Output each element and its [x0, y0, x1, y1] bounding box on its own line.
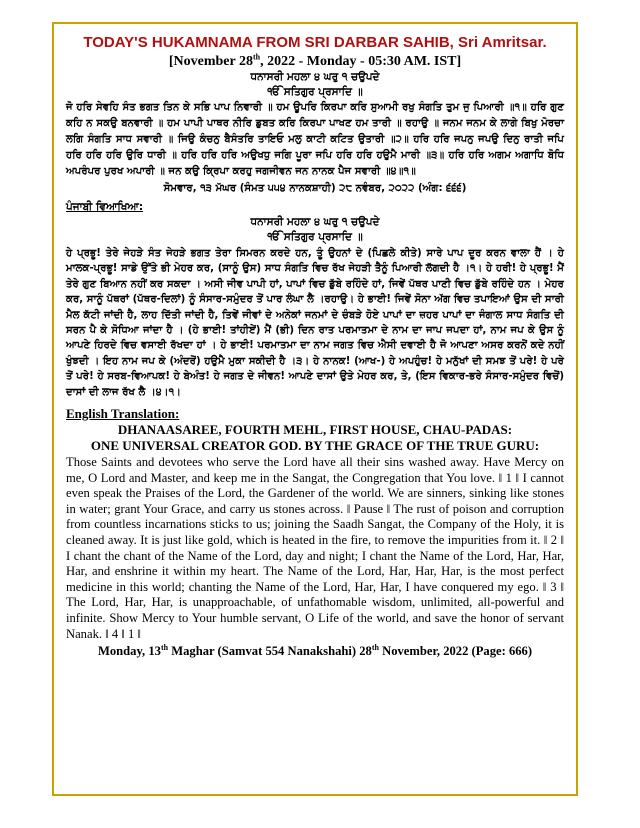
- footer-part-a: Monday, 13: [97, 644, 161, 659]
- punjabi-explanation: ਹੇ ਪ੍ਰਭੂ! ਤੇਰੇ ਜੇਹੜੇ ਸੰਤ ਜੇਹੜੇ ਭਗਤ ਤੇਰਾ ਸਿਮਰਨ ਕਰਦੇ ਹਨ, ਤੂੰ ਉਹਨਾਂ ਦੇ (ਪਿਛਲੇ ਕੀਤੇ) ਸਾਰੇ ਪਾਪ ਦੂਰ ਕਰਨ ਵਾਲਾ ਹੈਂ । ਹੇ ਮਾਲਕ-ਪ੍ਰਭੂ! ਸਾਡੇ ਉੱਤੇ ਭੀ ਮੇਹਰ ਕਰ, (ਸਾਨੂੰ ਉਸ) ਸਾਧ ਸੰਗਤਿ ਵਿਚ ਰੱਖ ਜੇਹੜੀ ਤੈਨੂੰ ਪਿਆਰੀ ਲੱਗਦੀ ਹੈ ।੧। ਹੇ ਹਰੀ! ਹੇ ਪ੍ਰਭੂ! ਮੈਂ ਤੇਰੇ ਗੁਣ ਬਿਆਨ ਨਹੀਂ ਕਰ ਸਕਦਾ । ਅਸੀ ਜੀਵ ਪਾਪੀ ਹਾਂ, ਪਾਪਾਂ ਵਿਚ ਡੁੱਬੇ ਰਹਿੰਦੇ ਹਾਂ, ਜਿਵੇਂ ਪੱਥਰ ਪਾਣੀ ਵਿਚ ਡੁੱਬੇ ਰਹਿੰਦੇ ਹਨ । ਮੇਹਰ ਕਰ, ਸਾਨੂੰ ਪੱਥਰਾਂ (ਪੱਥਰ-ਦਿਲਾਂ) ਨੂੰ ਸੰਸਾਰ-ਸਮੁੰਦਰ ਤੋਂ ਪਾਰ ਲੰਘਾ ਲੈ ।ਰਹਾਉ। ਹੇ ਭਾਈ! ਜਿਵੇਂ ਸੋਨਾ ਅੱਗ ਵਿਚ ਤਪਾਇਆਂ ਉਸ ਦੀ ਸਾਰੀ ਮੈਲ ਕੱਟੀ ਜਾਂਦੀ ਹੈ, ਲਾਹ ਦਿੱਤੀ ਜਾਂਦੀ ਹੈ, ਤਿਵੇਂ ਜੀਵਾਂ ਦੇ ਅਨੇਕਾਂ ਜਨਮਾਂ ਦੇ ਚੰਬੜੇ ਹੋਏ ਪਾਪਾਂ ਦਾ ਜ਼ਹਰ ਪਾਪਾਂ ਦਾ ਜੰਗਾਲ ਸਾਧ ਸੰਗਤਿ ਦੀ ਸਰਨ ਪੈ ਕੇ ਸੋਧਿਆ ਜਾਂਦਾ ਹੈ । (ਹੇ ਭਾਈ! ਤਾਂਹੀਏਂ) ਮੈਂ (ਭੀ) ਦਿਨ ਰਾਤ ਪਰਮਾਤਮਾ ਦੇ ਨਾਮ ਦਾ ਜਾਪ ਜਪਦਾ ਹਾਂ, ਨਾਮ ਜਪ ਕੇ ਉਸ ਨੂੰ ਆਪਣੇ ਹਿਰਦੇ ਵਿਚ ਵਸਾਈ ਰੱਖਦਾ ਹਾਂ । ਹੇ ਭਾਈ! ਪਰਮਾਤਮਾ ਦਾ ਨਾਮ ਜਗਤ ਵਿਚ ਐਸੀ ਦਵਾਈ ਹੈ ਜੋ ਆਪਣਾ ਅਸਰ ਕਰਨੋਂ ਕਦੇ ਨਹੀਂ ਖੁੰਝਦੀ । ਇਹ ਨਾਮ ਜਪ ਕੇ (ਅੰਦਰੋਂ) ਹਉਮੈ ਮੁਕਾ ਸਕੀਦੀ ਹੈ ।੩। ਹੇ ਨਾਨਕ! (ਆਖ-) ਹੇ ਅਪਹੁੰਚ! ਹੇ ਮਨੁੱਖਾਂ ਦੀ ਸਮਝ ਤੋਂ ਪਰੇ! ਹੇ ਪਰੇ ਤੋਂ ਪਰੇ! ਹੇ ਸਰਬ-ਵਿਆਪਕ! ਹੇ ਬੇਅੰਤ! ਹੇ ਜਗਤ ਦੇ ਜੀਵਨ! ਆਪਣੇ ਦਾਸਾਂ ਉਤੇ ਮੇਹਰ ਕਰ, ਤੇ, (ਇਸ ਵਿਕਾਰ-ਭਰੇ ਸੰਸਾਰ-ਸਮੁੰਦਰ ਵਿਚੋਂ) ਦਾਸਾਂ ਦੀ ਲਾਜ ਰੱਖ ਲੈ ।੪।੧।: [66, 248, 564, 398]
- gurbani-mool-line: ੴ ਸਤਿਗੁਰ ਪ੍ਰਸਾਦਿ ॥: [267, 86, 363, 98]
- english-heading: English Translation:: [66, 406, 180, 422]
- gurbani-date-line: ਸੋਮਵਾਰ, ੧੩ ਮੱਘਰ (ਸੰਮਤ ੫੫੪ ਨਾਨਕਸ਼ਾਹੀ) ੨੮ ਨਵੰਬਰ, ੨੦੨੨ (ਅੰਗ: ੬੬੬): [163, 183, 467, 194]
- page-title: TODAY'S HUKAMNAMA FROM SRI DARBAR SAHIB, Sri Amritsar.: [83, 34, 547, 51]
- footer-sup-1: th: [160, 643, 169, 652]
- footer-part-c: November, 2022 (Page: 666): [378, 644, 533, 659]
- punjabi-heading: ਪੰਜਾਬੀ ਵਿਆਖਿਆ:: [66, 201, 144, 213]
- english-title-line-1: DHANAASAREE, FOURTH MEHL, FIRST HOUSE, CHAU-PADAS:: [117, 422, 513, 438]
- english-title-line-2: ONE UNIVERSAL CREATOR GOD. BY THE GRACE OF THE TRUE GURU:: [90, 438, 540, 454]
- date-rest: , 2022 - Monday - 05:30 AM. IST]: [260, 54, 462, 69]
- date-open: [November 28: [168, 54, 253, 69]
- footer-part-b: Maghar (Samvat 554 Nanakshahi) 28: [168, 644, 372, 659]
- page-frame: [52, 22, 578, 796]
- gurbani-raag-line: ਧਨਾਸਰੀ ਮਹਲਾ ੪ ਘਰੁ ੧ ਚਉਪਦੇ: [250, 71, 380, 83]
- english-translation: Those Saints and devotees who serve the Lord have all their sins washed away. Have Mercy on me, O Lord and Master, and keep me in the Sangat, the Congregation that You love. ‖ 1 ‖ I cannot even speak the Praises of the Lord, the Gardener of the world. We are sinners, sinking like stones in water; grant Your Grace, and carry us stones across. ‖ Pause ‖ The rust of poison and corruption from countless incarnations sticks to us; joining the Saadh Sangat, the Company of the Holy, it is cleaned away. It is just like gold, which is heated in the fire, to remove the impurities from it. ‖ 2 ‖ I chant the chant of the Name of the Lord, day and night; I chant the Name of the Lord, Har, Har, Har, and enshrine it within my heart. The Name of the Lord, Har, Har, Har, is the most perfect medicine in this world; chanting the Name of the Lord, Har, Har, I have conquered my ego. ‖ 3 ‖ The Lord, Har, Har, is unapproachable, of unfathomable wisdom, unlimited, all-powerful and infinite. Show Mercy to Your humble servant, O Life of the world, and save the honor of servant Nanak. ‖ 4 ‖ 1 ‖: [66, 455, 564, 641]
- gurbani-text: ਜੋ ਹਰਿ ਸੇਵਹਿ ਸੰਤ ਭਗਤ ਤਿਨ ਕੇ ਸਭਿ ਪਾਪ ਨਿਵਾਰੀ ॥ ਹਮ ਊਪਰਿ ਕਿਰਪਾ ਕਰਿ ਸੁਆਮੀ ਰਖੁ ਸੰਗਤਿ ਤੁਮ ਜੁ ਪਿਆਰੀ ॥੧॥ ਹਰਿ ਗੁਣ ਕਹਿ ਨ ਸਕਉ ਬਨਵਾਰੀ ॥ ਹਮ ਪਾਪੀ ਪਾਥਰ ਨੀਰਿ ਡੁਬਤ ਕਰਿ ਕਿਰਪਾ ਪਾਖਣ ਹਮ ਤਾਰੀ ॥ ਰਹਾਉ ॥ ਜਨਮ ਜਨਮ ਕੇ ਲਾਗੇ ਬਿਖੁ ਮੋਰਚਾ ਲਗਿ ਸੰਗਤਿ ਸਾਧ ਸਵਾਰੀ ॥ ਜਿਉ ਕੰਚਨੁ ਬੈਸੰਤਰਿ ਤਾਇਓ ਮਲੁ ਕਾਟੀ ਕਟਿਤ ਉਤਾਰੀ ॥੨॥ ਹਰਿ ਹਰਿ ਜਪਨੁ ਜਪਉ ਦਿਨੁ ਰਾਤੀ ਜਪਿ ਹਰਿ ਹਰਿ ਹਰਿ ਉਰਿ ਧਾਰੀ ॥ ਹਰਿ ਹਰਿ ਹਰਿ ਅਉਖਧੁ ਜਗਿ ਪੂਰਾ ਜਪਿ ਹਰਿ ਹਰਿ ਹਉਮੈ ਮਾਰੀ ॥੩॥ ਹਰਿ ਹਰਿ ਅਗਮ ਅਗਾਧਿ ਬੋਧਿ ਅਪਰੰਪਰ ਪੁਰਖ ਅਪਾਰੀ ॥ ਜਨ ਕਉ ਕ੍ਰਿਪਾ ਕਰਹੁ ਜਗਜੀਵਨ ਜਨ ਨਾਨਕ ਪੈਜ ਸਵਾਰੀ ॥੪॥੧॥: [66, 102, 564, 177]
- date-suffix: th: [252, 52, 261, 62]
- english-footer-date: [66, 643, 564, 659]
- punjabi-raag-line: ਧਨਾਸਰੀ ਮਹਲਾ ੪ ਘਰੁ ੧ ਚਉਪਦੇ: [250, 216, 380, 228]
- date-time-line: [66, 53, 564, 70]
- punjabi-mool-line: ੴ ਸਤਿਗੁਰ ਪ੍ਰਸਾਦਿ ॥: [267, 231, 363, 243]
- footer-sup-2: th: [371, 643, 379, 652]
